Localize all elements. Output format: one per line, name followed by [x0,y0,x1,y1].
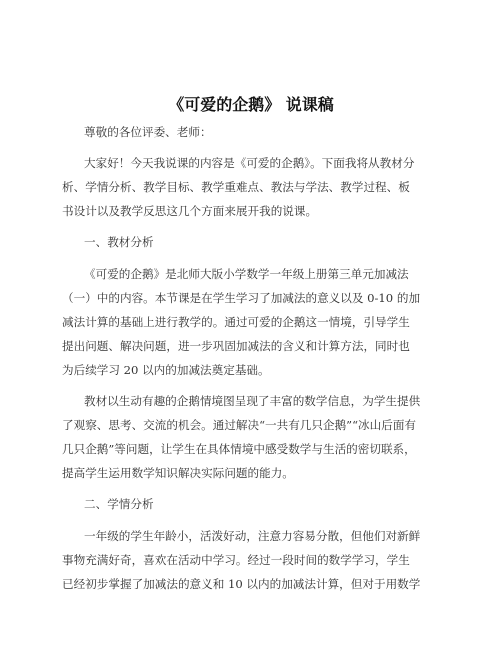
section-heading-textbook-analysis: 一、教材分析 [84,235,154,249]
document-title: 《可爱的企鹅》 说课稿 [168,95,334,114]
textbook-analysis-line: 提出问题、解决问题，进一步巩固加减法的含义和计算方法，同时也 [62,339,410,353]
intro-line: 析、学情分析、教学目标、教学重难点、教法与学法、教学过程、板 [62,180,410,194]
student-analysis-line: 已经初步掌握了加减法的意义和 10 以内的加减法计算，但对于用数学 [62,577,421,591]
greeting: 尊敬的各位评委、老师： [84,125,212,139]
intro-line: 书设计以及教学反思这几个方面来展开我的说课。 [62,204,318,218]
textbook-analysis-line: 提高学生运用数学知识解决实际问题的能力。 [62,466,294,480]
student-analysis-line: 一年级的学生年龄小，活泼好动，注意力容易分散，但他们对新鲜 [84,529,421,543]
section-heading-student-analysis: 二、学情分析 [84,497,154,511]
textbook-analysis-line: 几只企鹅”等问题，让学生在具体情境中感受数学与生活的密切联系， [62,442,416,456]
textbook-analysis-line: 为后续学习 20 以内的加减法奠定基础。 [62,363,270,377]
student-analysis-line: 事物充满好奇，喜欢在活动中学习。经过一段时间的数学学习，学生 [62,553,410,567]
textbook-analysis-line: 了观察、思考、交流的机会。通过解决“一共有几只企鹅”“冰山后面有 [62,418,417,432]
textbook-analysis-line: （一）中的内容。本节课是在学生学习了加减法的意义以及 0-10 的加 [62,291,421,305]
textbook-analysis-line: 教材以生动有趣的企鹅情境图呈现了丰富的数学信息，为学生提供 [84,394,421,408]
intro-line: 大家好！今天我说课的内容是《可爱的企鹅》。下面我将从教材分 [84,156,415,170]
textbook-analysis-line: 减法计算的基础上进行教学的。通过可爱的企鹅这一情境，引导学生 [62,315,410,329]
textbook-analysis-line: 《可爱的企鹅》是北师大版小学数学一年级上册第三单元加减法 [84,267,409,281]
